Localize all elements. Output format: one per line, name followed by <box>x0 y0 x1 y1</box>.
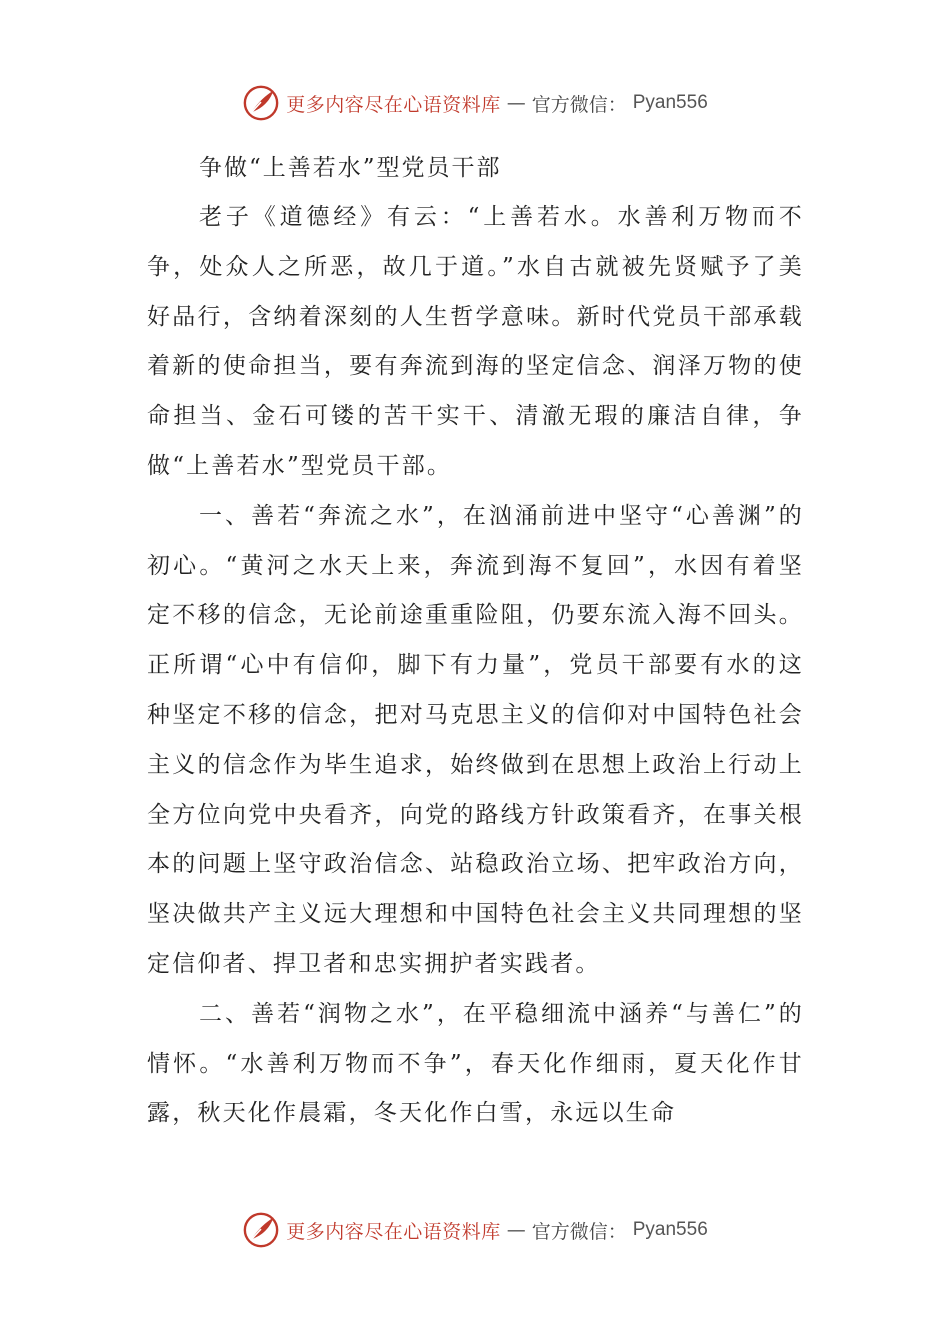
paragraph-intro: 老子《道德经》有云：“上善若水。水善利万物而不争，处众人之所恶，故几于道。”水自古就被先贤赋予了美好品行，含纳着深刻的人生哲学意味。新时代党员干部承载着新的使命担当，要有奔流到海的坚定信念、润泽万物的使命担当、金石可镂的苦干实干、清澈无瑕的廉洁自律，争做“上善若水”型党员干部。 <box>147 204 804 479</box>
watermark-wechat-id: Pyan556 <box>632 1219 708 1240</box>
watermark-site-text: 更多内容尽在心语资料库 <box>286 1220 501 1243</box>
watermark-wechat-label: 官方微信： <box>531 1220 627 1243</box>
document-title: 争做“上善若水”型党员干部 <box>199 155 502 181</box>
watermark-site-text: 更多内容尽在心语资料库 <box>286 93 501 116</box>
quill-logo-icon <box>242 1211 280 1249</box>
watermark-separator: — <box>506 1219 526 1241</box>
watermark-wechat-label: 官方微信： <box>531 93 627 116</box>
document-body <box>147 143 804 1139</box>
footer-watermark <box>0 1205 950 1255</box>
paragraph-section-two: 二、善若“润物之水”，在平稳细流中涵养“与善仁”的情怀。“水善利万物而不争”，春天化作细雨，夏天化作甘露，秋天化作晨霜，冬天化作白雪，永远以生命 <box>147 1000 804 1127</box>
watermark-wechat-id: Pyan556 <box>632 92 708 113</box>
header-watermark <box>0 78 950 128</box>
quill-logo-icon <box>242 84 280 122</box>
paragraph-section-one: 一、善若“奔流之水”，在汹涌前进中坚守“心善渊”的初心。“黄河之水天上来，奔流到海不复回”，水因有着坚定不移的信念，无论前途重重险阻，仍要东流入海不回头。正所谓“心中有信仰，脚下有力量”，党员干部要有水的这种坚定不移的信念，把对马克思主义的信仰对中国特色社会主义的信念作为毕生追求，始终做到在思想上政治上行动上全方位向党中央看齐，向党的路线方针政策看齐，在事关根本的问题上坚守政治信念、站稳政治立场、把牢政治方向，坚决做共产主义远大理想和中国特色社会主义共同理想的坚定信仰者、捍卫者和忠实拥护者实践者。 <box>147 502 804 977</box>
watermark-separator: — <box>506 92 526 114</box>
